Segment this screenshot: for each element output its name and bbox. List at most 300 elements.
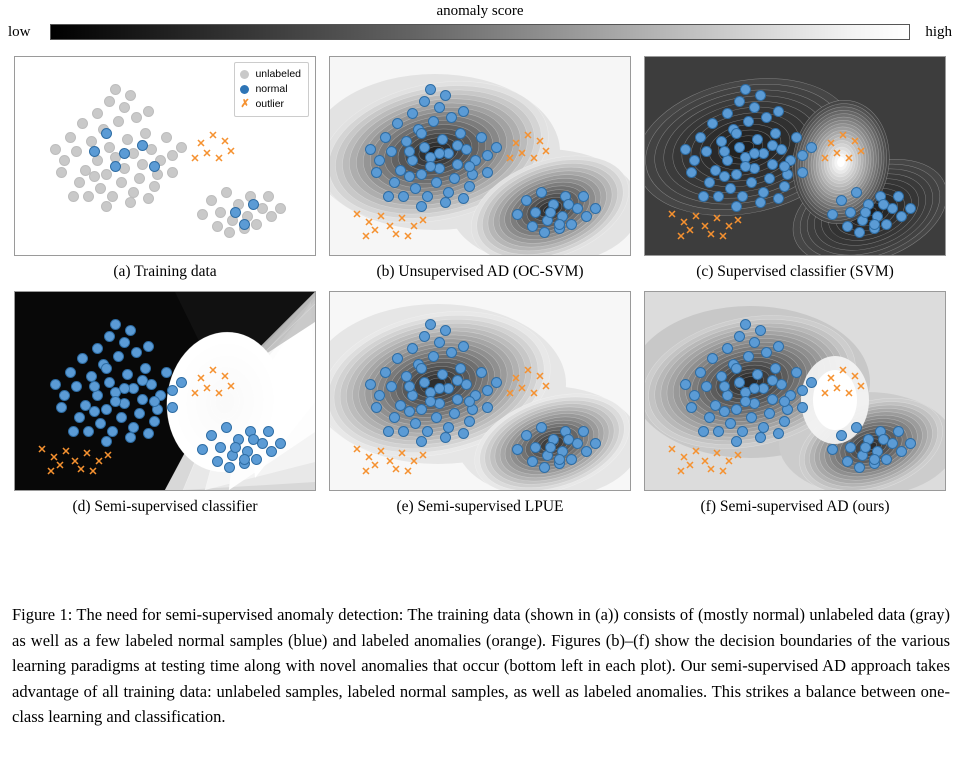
normal-point [389, 412, 400, 423]
unlabeled-point [221, 187, 232, 198]
normal-point [149, 416, 160, 427]
normal-point [440, 90, 451, 101]
normal-point [530, 442, 541, 453]
normal-point [458, 106, 469, 117]
normal-point [512, 209, 523, 220]
outlier-point: ✕ [529, 153, 539, 166]
normal-point [119, 148, 130, 159]
legend-label-outlier: outlier [255, 98, 285, 110]
normal-point [407, 155, 418, 166]
normal-point [512, 444, 523, 455]
normal-point [878, 434, 889, 445]
normal-point [581, 211, 592, 222]
normal-point [851, 187, 862, 198]
outlier-point: ✕ [700, 220, 710, 233]
normal-point [239, 219, 250, 230]
unlabeled-point [125, 197, 136, 208]
normal-point [725, 418, 736, 429]
normal-point [779, 161, 790, 172]
normal-point [545, 442, 556, 453]
normal-point [722, 390, 733, 401]
unlabeled-point [263, 191, 274, 202]
normal-point [431, 412, 442, 423]
legend-label-normal: normal [255, 83, 288, 95]
outlier-point: ✕ [361, 230, 371, 243]
normal-point [827, 444, 838, 455]
unlabeled-point [56, 167, 67, 178]
normal-point [167, 385, 178, 396]
normal-point [458, 341, 469, 352]
outlier-point: ✕ [376, 445, 386, 458]
normal-point [425, 161, 436, 172]
unlabeled-point [125, 90, 136, 101]
normal-point [731, 363, 742, 374]
normal-point [764, 173, 775, 184]
normal-point [530, 207, 541, 218]
normal-point [716, 371, 727, 382]
normal-point [779, 181, 790, 192]
outlier-point: ✕ [364, 451, 374, 464]
panel-c [644, 56, 946, 281]
normal-point [749, 337, 760, 348]
outlier-point: ✕ [718, 230, 728, 243]
normal-point [482, 385, 493, 396]
plot-e-semisupervised-lpue [329, 291, 631, 491]
normal-point [428, 116, 439, 127]
normal-point [578, 191, 589, 202]
normal-point [896, 446, 907, 457]
normal-point [251, 454, 262, 465]
unlabeled-point [113, 116, 124, 127]
normal-point [458, 428, 469, 439]
unlabeled-point [215, 207, 226, 218]
outlier-point: ✕ [391, 463, 401, 476]
normal-point [116, 412, 127, 423]
unlabeled-point [143, 193, 154, 204]
normal-point [398, 191, 409, 202]
outlier-point: ✕ [856, 145, 866, 158]
normal-point [239, 454, 250, 465]
outlier-point: ✕ [352, 208, 362, 221]
normal-point [104, 377, 115, 388]
normal-point [590, 438, 601, 449]
normal-point [767, 140, 778, 151]
normal-point [386, 146, 397, 157]
normal-point [275, 438, 286, 449]
outlier-point: ✕ [724, 220, 734, 233]
normal-point [734, 96, 745, 107]
normal-point [722, 155, 733, 166]
outlier-point: ✕ [511, 372, 521, 385]
outlier-point: ✕ [103, 449, 113, 462]
outlier-point: ✕ [706, 463, 716, 476]
outlier-point: ✕ [523, 129, 533, 142]
normal-point [365, 144, 376, 155]
panel-d-caption: (d) Semi-supervised classifier [72, 498, 258, 515]
normal-point [437, 369, 448, 380]
outlier-point: ✕ [220, 135, 230, 148]
normal-point [119, 383, 130, 394]
normal-point [740, 396, 751, 407]
normal-point [527, 221, 538, 232]
figure-label: Figure 1: [12, 605, 73, 624]
normal-point [89, 381, 100, 392]
panel-e [329, 291, 631, 516]
normal-point [743, 116, 754, 127]
normal-point [734, 377, 745, 388]
outlier-point: ✕ [37, 443, 47, 456]
unlabeled-point [104, 142, 115, 153]
normal-point [590, 203, 601, 214]
unlabeled-point [197, 209, 208, 220]
normal-point [764, 408, 775, 419]
outlier-point: ✕ [226, 145, 236, 158]
normal-point [734, 142, 745, 153]
colorbar-low-label: low [8, 24, 31, 40]
normal-point [122, 369, 133, 380]
legend-item-outlier [240, 97, 301, 112]
outlier-point: ✕ [370, 459, 380, 472]
unlabeled-point [101, 201, 112, 212]
normal-point [770, 363, 781, 374]
outlier-point: ✕ [706, 228, 716, 241]
normal-point [842, 221, 853, 232]
unlabeled-point [110, 84, 121, 95]
colorbar-title: anomaly score [436, 3, 524, 19]
normal-point [449, 173, 460, 184]
unlabeled-point [134, 173, 145, 184]
outlier-point: ✕ [820, 153, 830, 166]
normal-point [137, 394, 148, 405]
outlier-point: ✕ [517, 147, 527, 160]
unlabeled-point [224, 227, 235, 238]
normal-point [104, 331, 115, 342]
normal-point [416, 436, 427, 447]
normal-point [521, 195, 532, 206]
normal-point [230, 207, 241, 218]
normal-point [746, 412, 757, 423]
outlier-point: ✕ [403, 465, 413, 478]
normal-point [86, 371, 97, 382]
normal-point [50, 379, 61, 390]
normal-point [521, 430, 532, 441]
normal-point [854, 227, 865, 238]
normal-point [101, 436, 112, 447]
normal-point [266, 446, 277, 457]
panel-row-bottom [0, 291, 960, 516]
outlier-point: ✕ [826, 372, 836, 385]
outlier-point: ✕ [409, 220, 419, 233]
normal-point [434, 383, 445, 394]
outlier-point: ✕ [76, 463, 86, 476]
normal-point [767, 375, 778, 386]
normal-point [56, 402, 67, 413]
normal-point [842, 456, 853, 467]
normal-point [101, 404, 112, 415]
unlabeled-point [176, 142, 187, 153]
outlier-point: ✕ [46, 465, 56, 478]
unlabeled-point [122, 134, 133, 145]
normal-point [716, 136, 727, 147]
normal-point [698, 191, 709, 202]
normal-point [734, 331, 745, 342]
unlabeled-point [59, 155, 70, 166]
normal-point [74, 412, 85, 423]
normal-point [197, 444, 208, 455]
colorbar-high-label: high [925, 24, 952, 40]
normal-point [566, 454, 577, 465]
normal-point [719, 406, 730, 417]
normal-point [686, 402, 697, 413]
normal-point [755, 432, 766, 443]
unlabeled-point [212, 221, 223, 232]
normal-point [143, 428, 154, 439]
normal-point [149, 396, 160, 407]
normal-point [722, 108, 733, 119]
normal-point [374, 155, 385, 166]
normal-point [701, 146, 712, 157]
unlabeled-point [251, 219, 262, 230]
normal-point [440, 325, 451, 336]
normal-point [566, 219, 577, 230]
outlier-point: ✕ [196, 372, 206, 385]
normal-point [869, 454, 880, 465]
normal-point [689, 155, 700, 166]
normal-point [137, 375, 148, 386]
panel-c-caption: (c) Supervised classifier (SVM) [696, 263, 894, 280]
outlier-point: ✕ [838, 364, 848, 377]
normal-point [101, 128, 112, 139]
legend-item-unlabeled [240, 67, 301, 82]
panel-f-caption: (f) Semi-supervised AD (ours) [700, 498, 890, 515]
panel-grid [0, 56, 960, 516]
plot-d-semisupervised-classifier [14, 291, 316, 491]
legend-label-unlabeled: unlabeled [255, 68, 301, 80]
normal-point [452, 375, 463, 386]
outlier-point: ✕ [700, 455, 710, 468]
outlier-point: ✕ [208, 364, 218, 377]
outlier-point: ✕ [535, 135, 545, 148]
normal-point [797, 167, 808, 178]
outlier-point: ✕ [397, 212, 407, 225]
outlier-point: ✕ [391, 228, 401, 241]
normal-point [491, 377, 502, 388]
outlier-point: ✕ [409, 455, 419, 468]
normal-point [92, 343, 103, 354]
normal-point [770, 128, 781, 139]
normal-point [404, 171, 415, 182]
normal-point [476, 132, 487, 143]
normal-point [731, 436, 742, 447]
normal-point [755, 90, 766, 101]
normal-point [440, 432, 451, 443]
unlabeled-point [71, 146, 82, 157]
normal-point [797, 385, 808, 396]
normal-point [110, 319, 121, 330]
normal-point [452, 394, 463, 405]
outlier-marker-icon: ✗ [240, 98, 250, 110]
legend-item-normal [240, 82, 301, 97]
normal-point [779, 396, 790, 407]
normal-point [719, 146, 730, 157]
normal-point [380, 132, 391, 143]
outlier-point: ✕ [724, 455, 734, 468]
normal-point [95, 418, 106, 429]
outlier-point: ✕ [733, 214, 743, 227]
normal-point [527, 456, 538, 467]
unlabeled-point [161, 132, 172, 143]
outlier-point: ✕ [676, 230, 686, 243]
normal-point [845, 442, 856, 453]
normal-point [221, 422, 232, 433]
unlabeled-point [50, 144, 61, 155]
normal-point [455, 128, 466, 139]
normal-point [725, 183, 736, 194]
normal-point [371, 402, 382, 413]
normal-point [404, 406, 415, 417]
normal-point [71, 381, 82, 392]
outlier-point: ✕ [418, 214, 428, 227]
normal-point [248, 199, 259, 210]
normal-point [137, 140, 148, 151]
outlier-point: ✕ [712, 212, 722, 225]
normal-point [149, 161, 160, 172]
normal-point [755, 325, 766, 336]
outlier-point: ✕ [535, 370, 545, 383]
normal-point [878, 199, 889, 210]
outlier-point: ✕ [214, 153, 224, 166]
normal-point [836, 195, 847, 206]
unlabeled-point [101, 169, 112, 180]
normal-point [731, 169, 742, 180]
outlier-point: ✕ [397, 447, 407, 460]
normal-point [119, 337, 130, 348]
normal-point [464, 181, 475, 192]
normal-point [581, 446, 592, 457]
normal-point [416, 363, 427, 374]
outlier-point: ✕ [202, 382, 212, 395]
outlier-point: ✕ [523, 364, 533, 377]
outlier-point: ✕ [517, 382, 527, 395]
outlier-point: ✕ [832, 147, 842, 160]
normal-point [167, 402, 178, 413]
colorbar-gradient [50, 24, 910, 40]
normal-point [773, 428, 784, 439]
normal-point [125, 325, 136, 336]
normal-point [140, 363, 151, 374]
normal-point [398, 426, 409, 437]
normal-point [125, 432, 136, 443]
outlier-point: ✕ [529, 388, 539, 401]
normal-point [89, 146, 100, 157]
normal-point [539, 462, 550, 473]
normal-point [773, 106, 784, 117]
unlabeled-point [149, 181, 160, 192]
normal-point [713, 191, 724, 202]
normal-point [428, 351, 439, 362]
normal-point [554, 219, 565, 230]
normal-point [365, 379, 376, 390]
outlier-point: ✕ [667, 443, 677, 456]
normal-point [905, 438, 916, 449]
outlier-point: ✕ [385, 455, 395, 468]
outlier-point: ✕ [196, 137, 206, 150]
unlabeled-point [206, 195, 217, 206]
normal-point [698, 426, 709, 437]
normal-point [386, 381, 397, 392]
normal-point [383, 426, 394, 437]
normal-point [482, 402, 493, 413]
outlier-point: ✕ [190, 388, 200, 401]
normal-point [419, 377, 430, 388]
unlabeled-point [86, 136, 97, 147]
normal-point [536, 422, 547, 433]
normal-point [110, 396, 121, 407]
normal-point [404, 381, 415, 392]
outlier-point: ✕ [418, 449, 428, 462]
normal-point [452, 140, 463, 151]
normal-point [545, 207, 556, 218]
unlabeled-point [104, 96, 115, 107]
normal-point [860, 442, 871, 453]
panel-d [14, 291, 316, 516]
outlier-point: ✕ [856, 380, 866, 393]
normal-point [707, 353, 718, 364]
normal-point [563, 434, 574, 445]
normal-point [374, 390, 385, 401]
panel-f [644, 291, 946, 516]
normal-point [491, 142, 502, 153]
panel-b-caption: (b) Unsupervised AD (OC-SVM) [376, 263, 584, 280]
normal-point [701, 381, 712, 392]
normal-point [416, 169, 427, 180]
unlabeled-point [92, 155, 103, 166]
normal-point [446, 347, 457, 358]
outlier-point: ✕ [511, 137, 521, 150]
normal-point [719, 381, 730, 392]
normal-point [455, 363, 466, 374]
normal-point [578, 426, 589, 437]
normal-point [248, 434, 259, 445]
outlier-point: ✕ [844, 388, 854, 401]
normal-point [410, 418, 421, 429]
normal-point [680, 379, 691, 390]
normal-point [680, 144, 691, 155]
normal-point [695, 367, 706, 378]
outlier-point: ✕ [214, 388, 224, 401]
normal-point [854, 462, 865, 473]
normal-point [707, 118, 718, 129]
normal-point [407, 108, 418, 119]
normal-point [113, 351, 124, 362]
normal-point [449, 408, 460, 419]
outlier-point: ✕ [385, 220, 395, 233]
normal-point [749, 148, 760, 159]
normal-point [89, 406, 100, 417]
unlabeled-point [95, 183, 106, 194]
outlier-point: ✕ [70, 455, 80, 468]
normal-point [893, 426, 904, 437]
normal-point [464, 161, 475, 172]
outlier-point: ✕ [667, 208, 677, 221]
outlier-point: ✕ [88, 465, 98, 478]
normal-point [539, 227, 550, 238]
outlier-point: ✕ [826, 137, 836, 150]
normal-point [101, 363, 112, 374]
normal-point [212, 456, 223, 467]
panel-e-caption: (e) Semi-supervised LPUE [396, 498, 564, 515]
normal-point [704, 412, 715, 423]
